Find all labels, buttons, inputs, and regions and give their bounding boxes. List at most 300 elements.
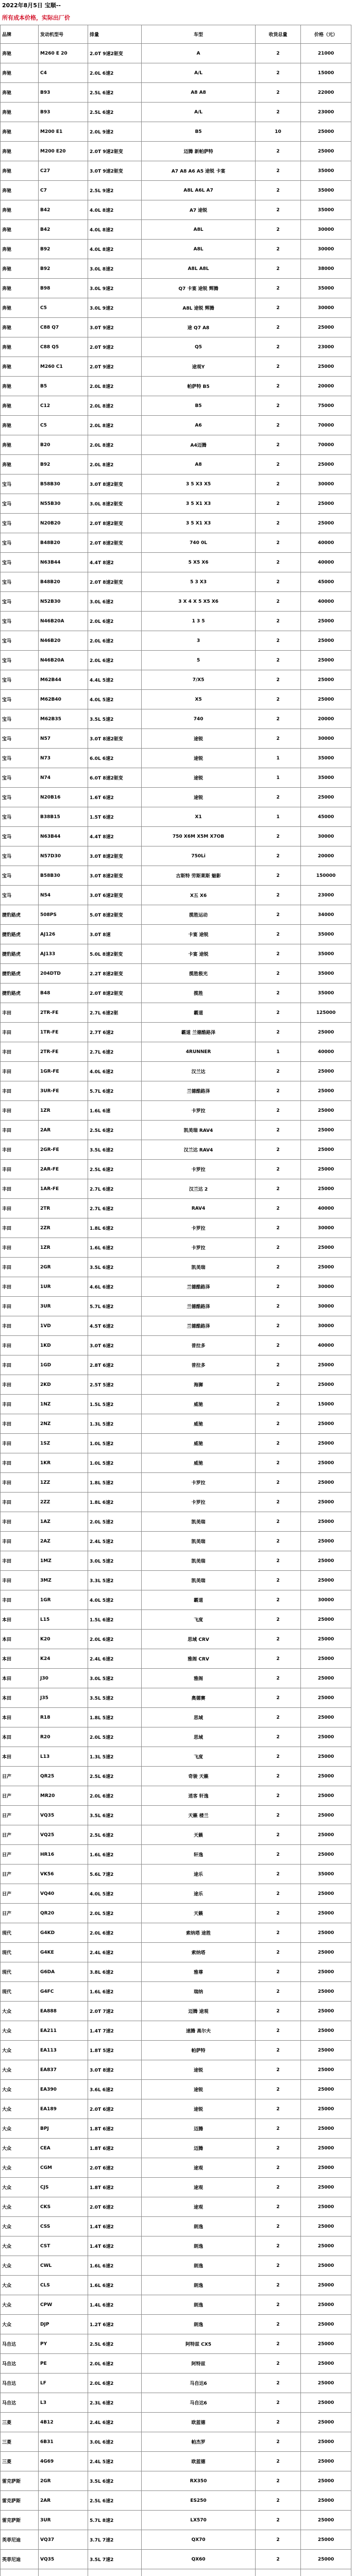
cell-price: 25000: [301, 1649, 351, 1669]
cell-vehicle-model: 途观Y: [142, 357, 256, 377]
cell-displacement: 2.0T 8速2驱变: [88, 514, 142, 533]
cell-vehicle-model: 帕杰罗: [142, 2432, 256, 2452]
cell-price: 25000: [301, 2217, 351, 2236]
table-row: [1, 2041, 351, 2060]
cell-price: 25000: [301, 2452, 351, 2471]
cell-brand: 丰田: [1, 1121, 39, 1140]
cell-quantity: 2: [256, 2315, 301, 2334]
table-row: [1, 2021, 351, 2041]
cell-brand: 大众: [1, 2158, 39, 2178]
cell-displacement: 1.4L 6速2: [88, 2295, 142, 2315]
cell-displacement: 3.0T 8速: [88, 925, 142, 944]
table-row: [1, 396, 351, 416]
cell-engine-model: C12: [39, 396, 88, 416]
table-row: [1, 181, 351, 200]
table-row: [1, 1238, 351, 1258]
cell-displacement: 1.0L 5速2: [88, 1453, 142, 1473]
cell-brand: 丰田: [1, 1512, 39, 1532]
table-row: [1, 2119, 351, 2139]
table-row: [1, 1923, 351, 1943]
cell-engine-model: N20B16: [39, 788, 88, 807]
cell-quantity: 2: [256, 1865, 301, 1884]
cell-engine-model: 1ZR: [39, 1238, 88, 1258]
table-row: [1, 142, 351, 161]
table-row: [1, 631, 351, 651]
cell-vehicle-model: X1: [142, 807, 256, 827]
cell-quantity: 2: [256, 181, 301, 200]
cell-brand: 丰田: [1, 1238, 39, 1258]
cell-price: 25000: [301, 2550, 351, 2569]
cell-engine-model: 3UR: [39, 1297, 88, 1316]
cell-brand: 奔驰: [1, 396, 39, 416]
cell-brand: 日产: [1, 1904, 39, 1923]
cell-price: 40000: [301, 533, 351, 553]
cell-quantity: 2: [256, 2413, 301, 2432]
report-title: 2022年8月5日 宝顺--: [2, 2, 61, 9]
cell-price: 25000: [301, 1669, 351, 1688]
table-row: [1, 1904, 351, 1923]
cell-displacement: 2.4L 6速2: [88, 2413, 142, 2432]
cell-price: 25000: [301, 1767, 351, 1786]
table-row: [1, 1473, 351, 1493]
cell-quantity: 2: [256, 2256, 301, 2276]
cell-displacement: 3.5L 7速2: [88, 2550, 142, 2569]
table-row: [1, 1414, 351, 1434]
cell-price: 35000: [301, 200, 351, 220]
cell-vehicle-model: 途锐: [142, 2080, 256, 2099]
cell-displacement: 3.0T 8速2: [88, 2060, 142, 2080]
cell-quantity: 2: [256, 279, 301, 298]
cell-brand: 宝马: [1, 474, 39, 494]
table-row: [1, 1179, 351, 1199]
cell-price: 15000: [301, 63, 351, 83]
cell-displacement: 1.8L 6速2: [88, 1218, 142, 1238]
cell-quantity: 2: [256, 670, 301, 690]
cell-quantity: 2: [256, 1688, 301, 1708]
cell-quantity: 2: [256, 455, 301, 474]
cell-price: 25000: [301, 2315, 351, 2334]
cell-brand: 宝马: [1, 749, 39, 768]
table-row: [1, 2158, 351, 2178]
cell-brand: 宝马: [1, 533, 39, 553]
cell-displacement: 5.0T 8速2驱变: [88, 905, 142, 925]
table-row: [1, 2334, 351, 2354]
cell-engine-model: 1KR: [39, 1453, 88, 1473]
table-row: [1, 729, 351, 749]
table-row: [1, 1277, 351, 1297]
cell-price: 35000: [301, 181, 351, 200]
cell-vehicle-model: 帕萨特 B5: [142, 377, 256, 396]
cell-vehicle-model: 揽胜极光: [142, 964, 256, 984]
table-row: [1, 357, 351, 377]
cell-brand: 奔驰: [1, 103, 39, 122]
cell-price: 25000: [301, 612, 351, 631]
cell-displacement: 2.0L 8速2: [88, 377, 142, 396]
cell-price: 25000: [301, 1160, 351, 1179]
cell-brand: 雷克萨斯: [1, 2491, 39, 2511]
cell-brand: 奔驰: [1, 435, 39, 455]
cell-brand: 大众: [1, 2295, 39, 2315]
table-row: [1, 2060, 351, 2080]
table-row: [1, 1943, 351, 1962]
cell-engine-model: CKS: [39, 2197, 88, 2217]
cell-displacement: 2.0L 8速2: [88, 435, 142, 455]
cell-brand: 奔驰: [1, 122, 39, 142]
cell-engine-model: K24: [39, 1649, 88, 1669]
cell-price: 25000: [301, 1962, 351, 1982]
table-row: [1, 435, 351, 455]
cell-displacement: 2.5L 6速2: [88, 1767, 142, 1786]
cell-price: 23000: [301, 337, 351, 357]
cell-price: 30000: [301, 474, 351, 494]
cell-brand: 本田: [1, 1708, 39, 1727]
cell-vehicle-model: 750 X6M X5M X7OB: [142, 827, 256, 846]
cell-displacement: 3.0L 5速2: [88, 1669, 142, 1688]
cell-price: 25000: [301, 1571, 351, 1590]
cell-vehicle-model: 卡罗拉: [142, 1218, 256, 1238]
cell-brand: 大众: [1, 2119, 39, 2139]
cell-displacement: 3.0L 6速2: [88, 2432, 142, 2452]
cell-brand: 丰田: [1, 1199, 39, 1218]
cell-engine-model: M62B44: [39, 670, 88, 690]
cell-engine-model: 1GR: [39, 1590, 88, 1610]
cell-price: 25000: [301, 1786, 351, 1806]
table-row: [1, 1395, 351, 1414]
cell-price: 25000: [301, 1179, 351, 1199]
table-row: [1, 2080, 351, 2099]
cell-displacement: 2.5L 6速2: [88, 1121, 142, 1140]
table-row: [1, 1825, 351, 1845]
cell-vehicle-model: 卡宴 途锐: [142, 944, 256, 964]
cell-engine-model: N46B20: [39, 631, 88, 651]
cell-displacement: 2.0L 6速2: [88, 63, 142, 83]
cell-displacement: 2.5L 6速2: [88, 103, 142, 122]
cell-engine-model: 1NZ: [39, 1395, 88, 1414]
cell-price: 25000: [301, 1688, 351, 1708]
table-row: [1, 161, 351, 181]
cell-vehicle-model: 途锐: [142, 2099, 256, 2119]
cell-engine-model: C4: [39, 63, 88, 83]
cell-displacement: 2.0L 6速2: [88, 2374, 142, 2393]
table-row: [1, 220, 351, 240]
cell-price: 25000: [301, 788, 351, 807]
table-header-row: [1, 25, 351, 44]
table-row: [1, 1767, 351, 1786]
cell-engine-model: G6DA: [39, 1962, 88, 1982]
cell-quantity: 2: [256, 298, 301, 318]
cell-quantity: 2: [256, 1708, 301, 1727]
cell-price: 34000: [301, 905, 351, 925]
cell-price: 25000: [301, 2511, 351, 2530]
cell-engine-model: 1SZ: [39, 1434, 88, 1453]
cell-engine-model: 508PS: [39, 905, 88, 925]
table-row: [1, 925, 351, 944]
cell-quantity: 2: [256, 2393, 301, 2413]
cell-price: 30000: [301, 1316, 351, 1336]
cell-displacement: 1.2T 6速2: [88, 2315, 142, 2334]
cell-price: 35000: [301, 944, 351, 964]
cell-displacement: 3.0T 8速2驱变: [88, 846, 142, 866]
cell-brand: 丰田: [1, 1375, 39, 1395]
cell-brand: 大众: [1, 2315, 39, 2334]
cell-brand: 奔驰: [1, 377, 39, 396]
cell-price: 25000: [301, 2354, 351, 2374]
cell-displacement: 2.0L 6速2: [88, 1630, 142, 1649]
cell-displacement: 4.0L 8速2: [88, 220, 142, 240]
cell-price: 40000: [301, 1336, 351, 1355]
cell-engine-model: B98: [39, 279, 88, 298]
cell-vehicle-model: 欧蓝德: [142, 2413, 256, 2432]
cell-brand: 奔驰: [1, 259, 39, 279]
cell-quantity: 2: [256, 690, 301, 709]
table-row: [1, 1375, 351, 1395]
cell-quantity: 2: [256, 1747, 301, 1767]
cell-quantity: 2: [256, 337, 301, 357]
cell-price: 25000: [301, 631, 351, 651]
cell-price: 25000: [301, 514, 351, 533]
cell-quantity: 2: [256, 435, 301, 455]
cell-vehicle-model: 卡罗拉: [142, 1238, 256, 1258]
table-row: [1, 2315, 351, 2334]
cell-price: 30000: [301, 827, 351, 846]
cell-vehicle-model: 揽胜运动: [142, 905, 256, 925]
cell-engine-model: LF: [39, 2374, 88, 2393]
cell-brand: 大众: [1, 2217, 39, 2236]
cell-brand: 奔驰: [1, 63, 39, 83]
cell-engine-model: 6B31: [39, 2432, 88, 2452]
cell-price: 25000: [301, 1473, 351, 1493]
cell-vehicle-model: QX60: [142, 2550, 256, 2569]
table-row: [1, 1258, 351, 1277]
cell-quantity: 2: [256, 2354, 301, 2374]
cell-price: 25000: [301, 1101, 351, 1121]
cell-engine-model: AJ126: [39, 925, 88, 944]
cell-displacement: 1.6L 6速2: [88, 2256, 142, 2276]
cell-engine-model: B48B20: [39, 572, 88, 592]
cell-price: 25000: [301, 670, 351, 690]
cell-displacement: 5.6L 7速2: [88, 1865, 142, 1884]
cell-brand: 宝马: [1, 514, 39, 533]
cell-price: 25000: [301, 2099, 351, 2119]
cell-displacement: 3.0L 8速2驱变: [88, 494, 142, 514]
cell-vehicle-model: 霸道 兰德酷路泽: [142, 1023, 256, 1042]
cell-quantity: 2: [256, 2236, 301, 2256]
cell-price: 25000: [301, 357, 351, 377]
table-row: [1, 337, 351, 357]
cell-displacement: 2.7L 6速2: [88, 1042, 142, 1062]
cell-quantity: 2: [256, 1845, 301, 1865]
cell-engine-model: B92: [39, 259, 88, 279]
cell-engine-model: J35: [39, 1688, 88, 1708]
cell-engine-model: 1TR-FE: [39, 1023, 88, 1042]
cell-displacement: 4.5T 6速2: [88, 1316, 142, 1336]
cell-price: 22000: [301, 83, 351, 103]
cell-displacement: 4.0L 5速2: [88, 1590, 142, 1610]
cell-vehicle-model: 途 Q7 A8: [142, 318, 256, 337]
cell-vehicle-model: 740: [142, 709, 256, 729]
cell-displacement: 2.7T 6速2: [88, 1023, 142, 1042]
report-subtitle: 所有成本价格，实际出厂价: [2, 14, 70, 21]
table-row: [1, 1003, 351, 1023]
cell-brand: 日产: [1, 1786, 39, 1806]
cell-quantity: 2: [256, 944, 301, 964]
cell-quantity: 2: [256, 1923, 301, 1943]
cell-quantity: 2: [256, 553, 301, 572]
cell-brand: 大众: [1, 2080, 39, 2099]
table-row: [1, 788, 351, 807]
table-row: [1, 553, 351, 572]
cell-vehicle-model: 卡罗拉: [142, 1493, 256, 1512]
cell-brand: 本田: [1, 1649, 39, 1669]
cell-quantity: [256, 2569, 301, 2576]
cell-engine-model: 2ZZ: [39, 1493, 88, 1512]
table-row: [1, 2393, 351, 2413]
cell-displacement: 1.8L 5速2: [88, 1473, 142, 1493]
cell-price: 25000: [301, 2236, 351, 2256]
cell-engine-model: VQ25: [39, 1825, 88, 1845]
cell-engine-model: M62B35: [39, 709, 88, 729]
cell-vehicle-model: 天籁 楼兰: [142, 1806, 256, 1825]
cell-brand: 现代: [1, 1982, 39, 2002]
cell-displacement: 2.7L 6速2驱: [88, 1003, 142, 1023]
table-row: [1, 103, 351, 122]
cell-price: 70000: [301, 416, 351, 435]
cell-engine-model: N52B30: [39, 592, 88, 612]
table-row: [1, 1590, 351, 1610]
cell-engine-model: B92: [39, 455, 88, 474]
cell-engine-model: K20: [39, 1630, 88, 1649]
cell-quantity: 2: [256, 925, 301, 944]
cell-brand: 奔驰: [1, 455, 39, 474]
cell-quantity: 2: [256, 1532, 301, 1551]
price-table-body: [1, 25, 351, 2576]
cell-brand: 丰田: [1, 1023, 39, 1042]
cell-price: 25000: [301, 1414, 351, 1434]
cell-engine-model: PY: [39, 2334, 88, 2354]
cell-brand: 丰田: [1, 1590, 39, 1610]
cell-price: 25000: [301, 1375, 351, 1395]
cell-displacement: 1.8T 6速2: [88, 2178, 142, 2197]
table-row: [1, 866, 351, 886]
table-row: [1, 2550, 351, 2569]
cell-displacement: 2.5T 5速2: [88, 1375, 142, 1395]
cell-vehicle-model: 轩逸: [142, 1845, 256, 1865]
cell-brand: 奔驰: [1, 298, 39, 318]
cell-quantity: 2: [256, 984, 301, 1003]
cell-displacement: 3.5L 5速2: [88, 709, 142, 729]
cell-engine-model: QR20: [39, 1904, 88, 1923]
cell-price: 25000: [301, 1923, 351, 1943]
cell-vehicle-model: 速腾 高尔夫: [142, 2021, 256, 2041]
cell-price: 25000: [301, 1121, 351, 1140]
cell-price: 45000: [301, 572, 351, 592]
cell-vehicle-model: 途乐: [142, 1884, 256, 1904]
cell-brand: 丰田: [1, 1453, 39, 1473]
cell-quantity: 2: [256, 1962, 301, 1982]
cell-engine-model: L13: [39, 1747, 88, 1767]
cell-displacement: 1.4T 6速2: [88, 2236, 142, 2256]
table-row: [1, 886, 351, 905]
table-row: [1, 1453, 351, 1473]
table-row: [1, 1434, 351, 1453]
cell-vehicle-model: 4RUNNER: [142, 1042, 256, 1062]
cell-quantity: 2: [256, 1649, 301, 1669]
cell-brand: 大众: [1, 2002, 39, 2021]
table-row: [1, 2276, 351, 2295]
cell-brand: 日产: [1, 1884, 39, 1904]
cell-quantity: 2: [256, 1081, 301, 1101]
cell-price: 30000: [301, 1277, 351, 1297]
cell-vehicle-model: 朗逸: [142, 2276, 256, 2295]
table-row: [1, 377, 351, 396]
cell-quantity: 2: [256, 905, 301, 925]
table-row: [1, 1297, 351, 1316]
cell-quantity: 2: [256, 161, 301, 181]
cell-price: 25000: [301, 1434, 351, 1453]
table-row: [1, 1649, 351, 1669]
table-row: [1, 1571, 351, 1590]
cell-brand: 大众: [1, 2236, 39, 2256]
cell-vehicle-model: QX70: [142, 2530, 256, 2550]
cell-brand: 奔驰: [1, 200, 39, 220]
cell-engine-model: 1AR-FE: [39, 1179, 88, 1199]
cell-price: 25000: [301, 494, 351, 514]
cell-displacement: 4.4T 8速2: [88, 827, 142, 846]
cell-displacement: 3.8L 6速2: [88, 1962, 142, 1982]
table-row: [1, 494, 351, 514]
table-row: [1, 1845, 351, 1865]
cell-quantity: 2: [256, 2295, 301, 2315]
cell-quantity: 2: [256, 2276, 301, 2295]
cell-brand: 本田: [1, 1630, 39, 1649]
cell-vehicle-model: 卡罗拉: [142, 1101, 256, 1121]
cell-engine-model: EA390: [39, 2080, 88, 2099]
table-row: [1, 455, 351, 474]
cell-price: 25000: [301, 1355, 351, 1375]
cell-vehicle-model: A8: [142, 455, 256, 474]
cell-displacement: 2.0T 8速2驱变: [88, 533, 142, 553]
cell-engine-model: M200 E1: [39, 122, 88, 142]
table-row: [1, 1316, 351, 1336]
cell-quantity: 2: [256, 2432, 301, 2452]
cell-brand: 奔驰: [1, 161, 39, 181]
cell-price: 25000: [301, 1806, 351, 1825]
cell-price: 30000: [301, 1297, 351, 1316]
cell-brand: 马自达: [1, 2334, 39, 2354]
cell-displacement: 3.5L 5速2: [88, 1688, 142, 1708]
cell-brand: 宝马: [1, 886, 39, 905]
cell-vehicle-model: A6: [142, 416, 256, 435]
cell-engine-model: CPW: [39, 2295, 88, 2315]
cell-quantity: 2: [256, 2002, 301, 2021]
cell-quantity: 2: [256, 2041, 301, 2060]
cell-displacement: 3.0L 6速2: [88, 592, 142, 612]
cell-price: 15000: [301, 1395, 351, 1414]
cell-displacement: 2.0L 6速2: [88, 1786, 142, 1806]
cell-vehicle-model: 汉兰达 RAV4: [142, 1140, 256, 1160]
cell-vehicle-model: 威驰: [142, 1395, 256, 1414]
cell-engine-model: N46B20A: [39, 651, 88, 670]
cell-brand: 宝马: [1, 553, 39, 572]
cell-price: 25000: [301, 2374, 351, 2393]
cell-engine-model: J30: [39, 1669, 88, 1688]
cell-quantity: 2: [256, 2197, 301, 2217]
cell-displacement: 2.0L 5速2: [88, 1727, 142, 1747]
cell-price: 25000: [301, 2139, 351, 2158]
cell-quantity: 2: [256, 2139, 301, 2158]
cell-vehicle-model: 5: [142, 651, 256, 670]
table-row: [1, 1160, 351, 1179]
